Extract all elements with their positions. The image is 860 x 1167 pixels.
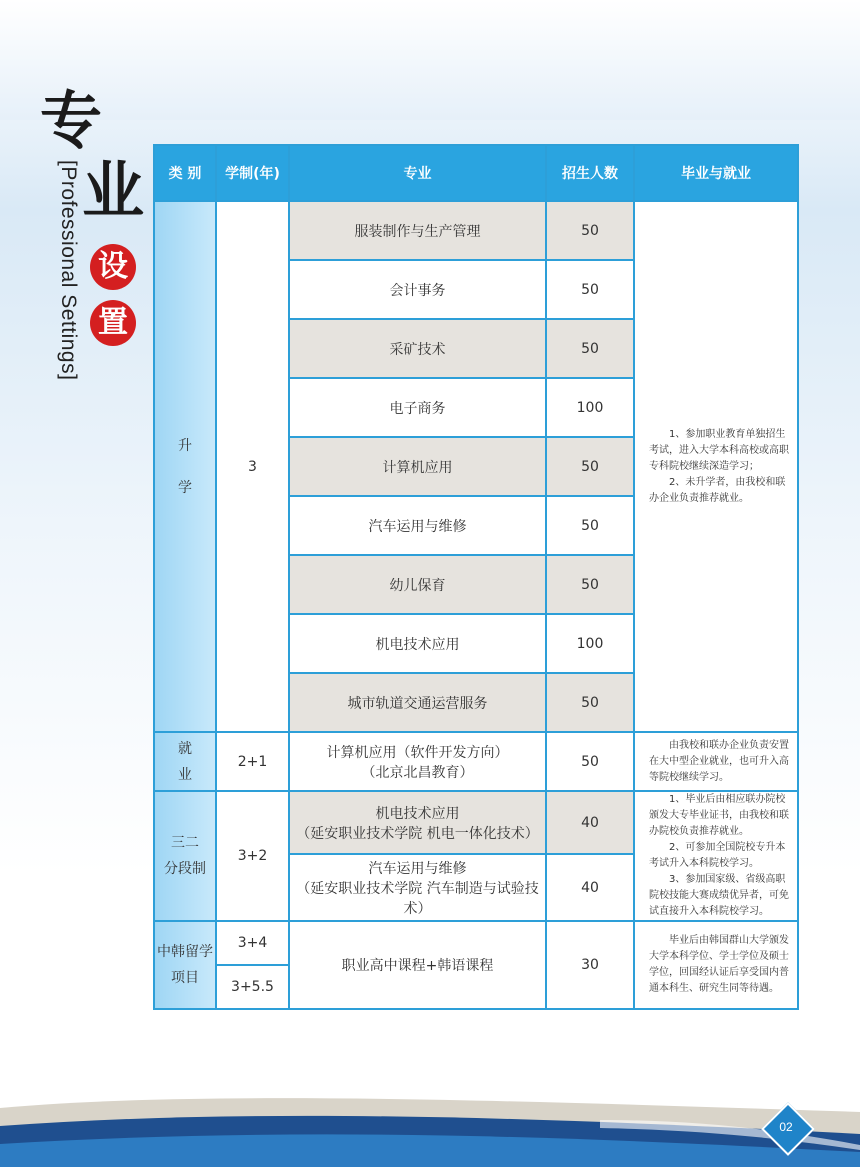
graduation-text: 由我校和联办企业负责安置在大中型企业就业，也可升入高等院校继续学习。	[649, 739, 789, 783]
major-cell	[289, 732, 546, 791]
major-cell: 采矿技术	[289, 319, 546, 378]
graduation-cell	[634, 921, 798, 1009]
header-graduation: 毕业与就业	[634, 145, 798, 201]
major-partner: （延安职业技术学院 机电一体化技术）	[296, 825, 539, 842]
years-cell: 3+5.5	[216, 965, 289, 1009]
graduation-text: 2、可参加全国院校专升本考试升入本科院校学习。	[649, 842, 786, 869]
count-cell: 50	[546, 437, 634, 496]
major-cell	[289, 854, 546, 921]
count-cell: 50	[546, 201, 634, 260]
table-row	[154, 732, 798, 791]
background-sky	[0, 0, 860, 120]
major-cell: 城市轨道交通运营服务	[289, 673, 546, 732]
page-number: 02	[779, 1120, 793, 1134]
major-cell: 汽车运用与维修	[289, 496, 546, 555]
graduation-cell	[634, 201, 798, 732]
major-cell: 会计事务	[289, 260, 546, 319]
category-cell-jiuye: 就 业	[154, 732, 216, 791]
major-partner: （延安职业技术学院 汽车制造与试验技术）	[296, 880, 539, 917]
major-cell	[289, 791, 546, 854]
years-cell: 2+1	[216, 732, 289, 791]
major-cell: 电子商务	[289, 378, 546, 437]
graduation-cell	[634, 791, 798, 921]
count-cell: 50	[546, 732, 634, 791]
count-cell: 100	[546, 378, 634, 437]
count-cell: 50	[546, 260, 634, 319]
header-years: 学制(年)	[216, 145, 289, 201]
major-cell: 机电技术应用	[289, 614, 546, 673]
count-cell: 30	[546, 921, 634, 1009]
title-char-ye: 业	[82, 154, 145, 227]
major-cell: 计算机应用	[289, 437, 546, 496]
major-name: 机电技术应用	[375, 805, 460, 822]
graduation-cell	[634, 732, 798, 791]
table-row	[154, 921, 798, 965]
years-cell: 3	[216, 201, 289, 732]
table-row	[154, 791, 798, 854]
major-cell: 幼儿保育	[289, 555, 546, 614]
major-name: 计算机应用（软件开发方向）	[326, 744, 509, 761]
count-cell: 50	[546, 319, 634, 378]
majors-table	[153, 144, 799, 1010]
category-cell-sanerfenduan: 三二 分段制	[154, 791, 216, 921]
graduation-text: 1、参加职业教育单独招生考试，进入大学本科高校或高职专科院校继续深造学习；	[649, 428, 789, 472]
title-char-zhuan: 专	[40, 84, 103, 157]
header-major: 专业	[289, 145, 546, 201]
bottom-wave-decoration	[0, 1090, 860, 1167]
years-cell: 3+4	[216, 921, 289, 965]
years-cell: 3+2	[216, 791, 289, 921]
graduation-text: 毕业后由韩国群山大学颁发大学本科学位、学士学位及硕士学位，回国经认证后享受国内普通本科生、研究生同等待遇。	[649, 935, 789, 994]
category-cell-zhonghan: 中韩留学 项目	[154, 921, 216, 1009]
title-badge-she: 设	[90, 244, 136, 290]
header-category: 类 别	[154, 145, 216, 201]
title-badge-zhi: 置	[90, 300, 136, 346]
count-cell: 40	[546, 791, 634, 854]
table-header-row	[154, 145, 798, 201]
count-cell: 50	[546, 496, 634, 555]
header-enrollment: 招生人数	[546, 145, 634, 201]
count-cell: 100	[546, 614, 634, 673]
english-subtitle: [Professional Settings]	[57, 160, 80, 381]
major-name: 汽车运用与维修	[368, 860, 467, 877]
table-row	[154, 201, 798, 260]
graduation-text: 2、未升学者，由我校和联办企业负责推荐就业。	[649, 476, 786, 504]
major-partner: （北京北昌教育）	[361, 764, 474, 781]
count-cell: 50	[546, 555, 634, 614]
count-cell: 40	[546, 854, 634, 921]
major-cell: 服装制作与生产管理	[289, 201, 546, 260]
graduation-text: 1、毕业后由相应联办院校颁发大专毕业证书，由我校和联办院校负责推荐就业。	[649, 794, 789, 837]
count-cell: 50	[546, 673, 634, 732]
category-cell-shengxue: 升 学	[154, 201, 216, 732]
major-cell: 职业高中课程+韩语课程	[289, 921, 546, 1009]
graduation-text: 3、参加国家级、省级高职院校技能大赛成绩优异者，可免试直接升入本科院校学习。	[649, 874, 789, 917]
